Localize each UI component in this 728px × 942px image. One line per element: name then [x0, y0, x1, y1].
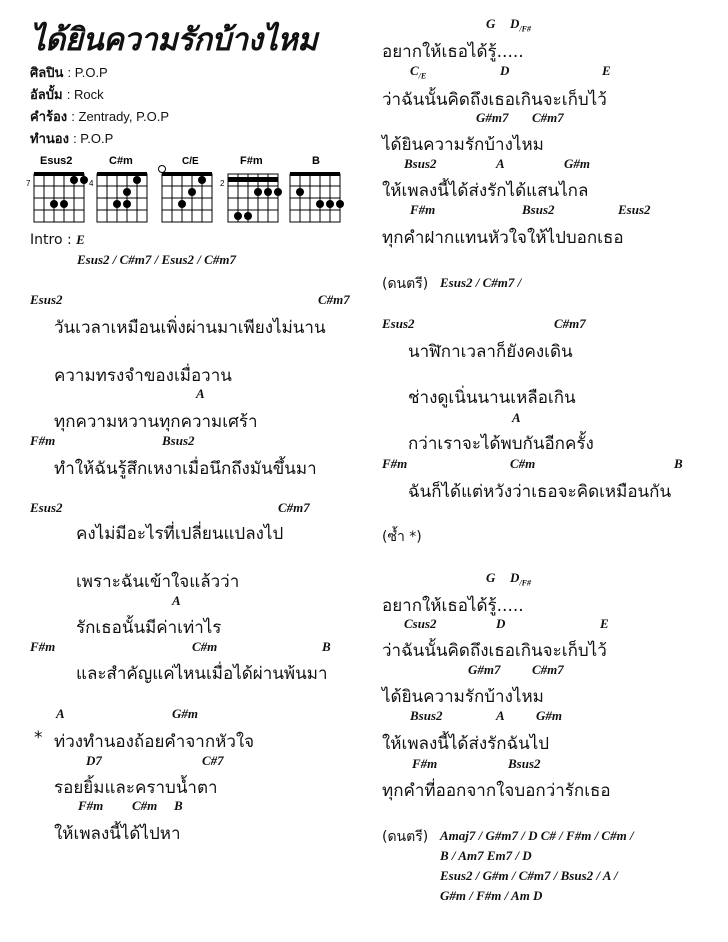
chord: A: [56, 706, 65, 721]
lyric-line: คงไม่มีอะไรที่เปลี่ยนแปลงไป: [76, 524, 284, 544]
instrumental-chords: G#m / F#m / Am D: [440, 888, 543, 903]
chord: D7: [86, 753, 102, 768]
meta-lyricist: คำร้อง : Zentrady, P.O.P: [30, 109, 170, 125]
chord: E: [602, 63, 611, 78]
lyric-line: และสำคัญแค่ไหนเมื่อได้ผ่านพ้นมา: [76, 664, 328, 684]
chord: A: [172, 593, 181, 608]
chord: Esus2: [618, 202, 651, 217]
chord: G#m7: [468, 662, 501, 677]
repeat-marker-star: *: [34, 728, 43, 748]
meta-album: อัลบั้ม : Rock: [30, 87, 104, 103]
chord: $C_{/E}$: [410, 63, 427, 81]
meta-composer: ทำนอง : P.O.P: [30, 131, 114, 147]
lyric-line: นาฬิกาเวลาก็ยังคงเดิน: [408, 342, 573, 362]
lyric-line: ให้เพลงนี้ได้ส่งรักฉันไป: [382, 734, 550, 754]
chord: Esus2: [30, 292, 63, 307]
lyric-line: อยากให้เธอได้รู้.....: [382, 42, 524, 62]
chord-diagram-name: B: [312, 155, 320, 167]
chord: $D_{/F\#}$: [510, 16, 531, 34]
lyric-line: รักเธอนั้นมีค่าเท่าไร: [76, 618, 222, 638]
chord: C#m: [510, 456, 536, 471]
instrumental-chords: Amaj7 / G#m7 / D C# / F#m / C#m /: [440, 828, 634, 843]
chord: C#m7: [554, 316, 586, 331]
chord: C#m7: [278, 500, 310, 515]
chord-diagram-name: Esus2: [40, 155, 73, 167]
instrumental-chords: Esus2 / C#m7 /: [440, 275, 522, 290]
meta-artist: ศิลปิน : P.O.P: [30, 65, 108, 81]
chord: A: [512, 410, 521, 425]
chord: G: [486, 570, 496, 585]
lyric-line: ฉันก็ได้แต่หวังว่าเธอจะคิดเหมือนกัน: [408, 482, 672, 502]
chord: F#m: [382, 456, 408, 471]
chord: F#m: [412, 756, 438, 771]
intro-chords: Esus2 / C#m7 / Esus2 / C#m7: [77, 252, 236, 267]
chord-diagram-c-over-e: [159, 156, 213, 222]
chord: F#m: [410, 202, 436, 217]
lyric-line: ทุกคำที่ออกจากใจบอกว่ารักเธอ: [382, 781, 611, 801]
chord: Bsus2: [404, 156, 437, 171]
chord-diagram-fret: 2: [220, 179, 225, 188]
lyric-line: ทุกความหวานทุกความเศร้า: [54, 412, 258, 432]
song-title: ได้ยินความรักบ้างไหม: [30, 22, 318, 58]
chord: A: [196, 386, 205, 401]
chord-diagram-fret: 7: [26, 179, 31, 188]
chord: C#m7: [532, 110, 564, 125]
chord: Bsus2: [522, 202, 555, 217]
chord-diagram-b: [290, 155, 344, 222]
lyric-line: ให้เพลงนี้ได้ส่งรักได้แสนไกล: [382, 181, 589, 201]
chord: F#m: [78, 798, 104, 813]
chord-diagram-name: C#m: [109, 155, 133, 167]
chord: B: [674, 456, 683, 471]
chord: G#m: [536, 708, 562, 723]
chord: G#m7: [476, 110, 509, 125]
lyric-line: เพราะฉันเข้าใจแล้วว่า: [76, 572, 240, 592]
chord: B: [322, 639, 331, 654]
chord: Bsus2: [508, 756, 541, 771]
lyric-line: วันเวลาเหมือนเพิ่งผ่านมาเพียงไม่นาน: [54, 318, 326, 338]
chord: C#m7: [532, 662, 564, 677]
lyric-line: ทุกคำฝากแทนหัวใจให้ไปบอกเธอ: [382, 228, 624, 248]
intro-label: Intro : E: [30, 232, 85, 248]
chord-diagram-name: C/E: [182, 156, 199, 167]
chord: Csus2: [404, 616, 437, 631]
lyric-line: ความทรงจำของเมื่อวาน: [54, 366, 232, 386]
lyric-line: ว่าฉันนั้นคิดถึงเธอเกินจะเก็บไว้: [382, 90, 607, 110]
chord-diagram-fret: 4: [89, 179, 94, 188]
chord: G: [486, 16, 496, 31]
instrumental-chords: Esus2 / G#m / C#m7 / Bsus2 / A /: [440, 868, 618, 883]
lyric-line: ได้ยินความรักบ้างไหม: [382, 687, 544, 707]
chord: C#m: [192, 639, 218, 654]
chord: F#m: [30, 639, 56, 654]
instrumental-label: (ดนตรี): [382, 829, 429, 845]
chord: A: [496, 708, 505, 723]
instrumental-chords: B / Am7 Em7 / D: [440, 848, 532, 863]
chord: Esus2: [382, 316, 415, 331]
chord: C#m7: [318, 292, 350, 307]
chord: G#m: [172, 706, 198, 721]
lyric-line: ช่างดูเนิ่นนานเหลือเกิน: [408, 388, 576, 408]
chord-diagram-name: F#m: [240, 155, 263, 167]
chord: F#m: [30, 433, 56, 448]
lyric-line: ว่าฉันนั้นคิดถึงเธอเกินจะเก็บไว้: [382, 641, 607, 661]
chord: Bsus2: [410, 708, 443, 723]
lyric-line: ได้ยินความรักบ้างไหม: [382, 135, 544, 155]
chord: C#7: [202, 753, 224, 768]
chord: Bsus2: [162, 433, 195, 448]
chord-diagram-esus2: [26, 155, 88, 222]
chord-diagram-fsharp-m: [220, 155, 282, 222]
chord: G#m: [564, 156, 590, 171]
lyric-line: อยากให้เธอได้รู้.....: [382, 596, 524, 616]
repeat-instruction: (ซ้ำ *): [382, 529, 422, 545]
chord: E: [600, 616, 609, 631]
lyric-line: ทำให้ฉันรู้สึกเหงาเมื่อนึกถึงมันขึ้นมา: [54, 459, 317, 479]
chord: Esus2: [30, 500, 63, 515]
lyric-line: รอยยิ้มและคราบน้ำตา: [54, 778, 218, 798]
chord-diagram-csharp-m: [89, 155, 147, 222]
lyric-line: กว่าเราจะได้พบกันอีกครั้ง: [408, 434, 594, 454]
lyric-line: ให้เพลงนี้ได้ไปหา: [54, 824, 181, 844]
chord: D: [496, 616, 506, 631]
chord: $D_{/F\#}$: [510, 570, 531, 588]
chord-diagrams: [24, 152, 354, 227]
chord: A: [496, 156, 505, 171]
chord: C#m: [132, 798, 158, 813]
lyric-line: ท่วงทำนองถ้อยคำจากหัวใจ: [54, 732, 255, 752]
instrumental-label: (ดนตรี): [382, 276, 429, 292]
chord: D: [500, 63, 510, 78]
chord: B: [174, 798, 183, 813]
